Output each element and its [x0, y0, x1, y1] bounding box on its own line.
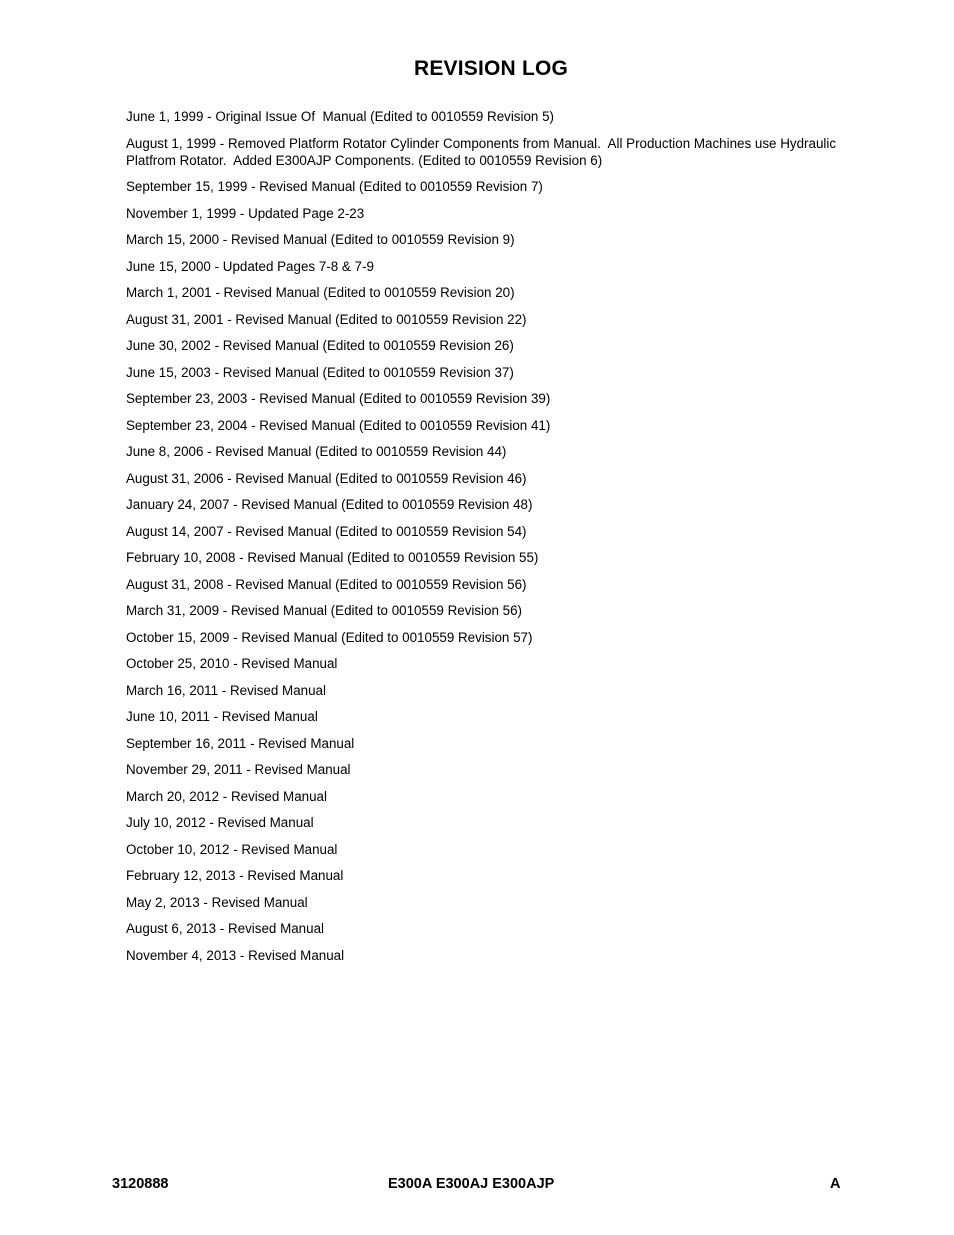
revision-entry: November 4, 2013 - Revised Manual — [126, 947, 345, 963]
revision-entry: August 6, 2013 - Revised Manual — [126, 921, 325, 936]
revision-log-list — [126, 108, 886, 973]
revision-entry: August 1, 1999 - Removed Platform Rotator Cylinder Components from Manual. All Production Machines use Hydraulic Platfrom Rotator. Added E300AJP Components. (Edited to 0010559 Revision 6) — [126, 135, 840, 168]
revision-entry: September 15, 1999 - Revised Manual (Edited to 0010559 Revision 7) — [126, 179, 543, 194]
revision-entry: June 10, 2011 - Revised Manual — [126, 709, 318, 724]
revision-entry: February 12, 2013 - Revised Manual — [126, 868, 344, 883]
revision-entry: March 16, 2011 - Revised Manual — [126, 682, 326, 698]
revision-entry: September 23, 2003 - Revised Manual (Edited to 0010559 Revision 39) — [126, 391, 551, 406]
revision-entry: October 10, 2012 - Revised Manual — [126, 841, 338, 857]
revision-entry: February 10, 2008 - Revised Manual (Edited to 0010559 Revision 55) — [126, 550, 539, 565]
revision-entry: March 1, 2001 - Revised Manual (Edited to 0010559 Revision 20) — [126, 285, 515, 300]
revision-entry: January 24, 2007 - Revised Manual (Edited to 0010559 Revision 48) — [126, 497, 533, 512]
revision-entry: August 31, 2001 - Revised Manual (Edited to 0010559 Revision 22) — [126, 311, 527, 327]
footer-document-number: 3120888 — [112, 1176, 169, 1192]
revision-entry: June 1, 1999 - Original Issue Of Manual (Edited to 0010559 Revision 5) — [126, 109, 555, 124]
revision-entry: October 15, 2009 - Revised Manual (Edited to 0010559 Revision 57) — [126, 629, 533, 645]
footer-models: E300A E300AJ E300AJP — [388, 1176, 555, 1192]
revision-entry: March 31, 2009 - Revised Manual (Edited to 0010559 Revision 56) — [126, 603, 522, 618]
revision-entry: August 31, 2008 - Revised Manual (Edited to 0010559 Revision 56) — [126, 576, 527, 592]
revision-entry: May 2, 2013 - Revised Manual — [126, 894, 308, 910]
revision-entry: March 15, 2000 - Revised Manual (Edited to 0010559 Revision 9) — [126, 232, 515, 247]
revision-entry: September 23, 2004 - Revised Manual (Edited to 0010559 Revision 41) — [126, 417, 551, 433]
revision-entry: November 1, 1999 - Updated Page 2-23 — [126, 205, 365, 221]
revision-entry: June 8, 2006 - Revised Manual (Edited to 0010559 Revision 44) — [126, 444, 507, 459]
footer-page-letter: A — [830, 1176, 841, 1192]
revision-entry: June 15, 2003 - Revised Manual (Edited to 0010559 Revision 37) — [126, 364, 514, 380]
revision-entry: March 20, 2012 - Revised Manual — [126, 788, 327, 804]
revision-entry: August 14, 2007 - Revised Manual (Edited to 0010559 Revision 54) — [126, 523, 527, 539]
revision-entry: June 30, 2002 - Revised Manual (Edited to 0010559 Revision 26) — [126, 338, 514, 353]
revision-entry: October 25, 2010 - Revised Manual — [126, 656, 338, 671]
revision-entry: September 16, 2011 - Revised Manual — [126, 735, 355, 751]
page-title: REVISION LOG — [413, 57, 569, 81]
revision-entry: August 31, 2006 - Revised Manual (Edited to 0010559 Revision 46) — [126, 470, 527, 486]
page-footer — [0, 1176, 954, 1196]
revision-entry: July 10, 2012 - Revised Manual — [126, 815, 314, 830]
revision-entry: November 29, 2011 - Revised Manual — [126, 762, 351, 777]
revision-entry: June 15, 2000 - Updated Pages 7-8 & 7-9 — [126, 258, 374, 274]
